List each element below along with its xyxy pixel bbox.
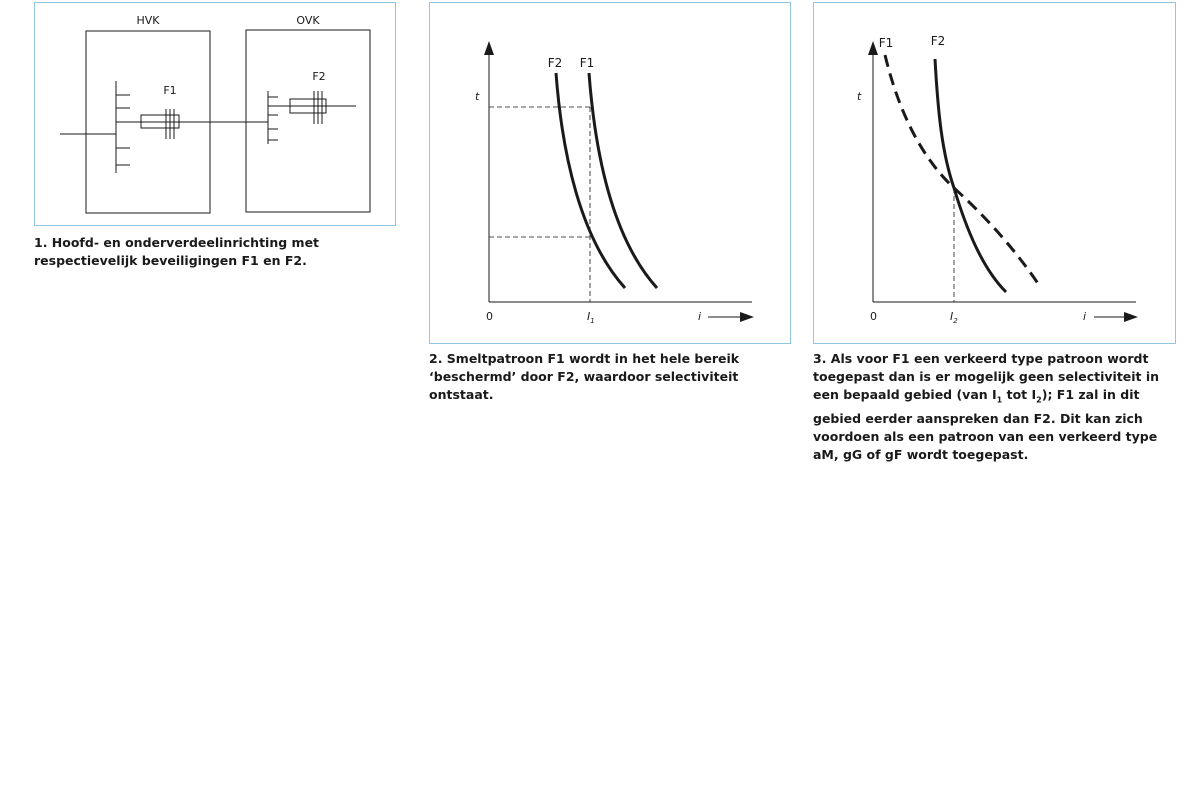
axis-label-i: i [1083, 310, 1087, 323]
axis-label-t: t [857, 90, 862, 103]
curve-label-f1: F1 [878, 36, 894, 50]
curve-label-f2: F2 [547, 56, 563, 70]
caption-1: 1. Hoofd- en onderverdeelinrichting met respectievelijk beveiligingen F1 en F2. [34, 235, 320, 268]
origin-label: 0 [870, 310, 877, 323]
caption-2: 2. Smeltpatroon F1 wordt in het hele bereik ‘beschermd’ door F2, waardoor selectiviteit ontstaat. [429, 351, 740, 402]
curve-f1-dashed [885, 55, 1039, 285]
characteristic-plot-selective [430, 3, 792, 345]
ovk-box [246, 30, 370, 212]
label-ovk: OVK [296, 14, 320, 27]
characteristic-plot-non-selective [814, 3, 1177, 345]
label-i2: $I_2$ [950, 310, 958, 325]
fuse-f2-symbol [290, 91, 326, 124]
curve-label-f1: F1 [579, 56, 595, 70]
curve-label-f2: F2 [930, 34, 946, 48]
distribution-schematic [35, 3, 397, 227]
axis-label-t: t [475, 90, 480, 103]
y-axis-arrow [484, 41, 494, 55]
curve-f2 [935, 59, 1006, 292]
axis-label-i: i [698, 310, 702, 323]
panel-3-diagram [813, 2, 1176, 344]
curve-f2 [556, 73, 625, 288]
x-axis-arrow [740, 312, 754, 322]
fuse-f1-symbol [141, 109, 179, 139]
origin-label: 0 [486, 310, 493, 323]
label-f2: F2 [312, 70, 326, 83]
caption-3: 3. Als voor F1 een verkeerd type patroon wordt toegepast dan is er mogelijk geen selectiviteit in een bepaald gebied (van $I_1$ tot $I_2$); F1 zal in dit gebied eerder aanspreken dan F2. Dit kan zich voordoen als een patroon van een verkeerd type aM, gG of gF wordt toegepast. [813, 351, 1160, 462]
panel-2-diagram [429, 2, 791, 344]
panel-1-diagram [34, 2, 396, 226]
curve-f1 [589, 73, 657, 288]
label-hvk: HVK [136, 14, 160, 27]
label-i1: $I_1$ [587, 310, 595, 325]
label-f1: F1 [163, 84, 177, 97]
y-axis-arrow [868, 41, 878, 55]
x-axis-arrow [1124, 312, 1138, 322]
